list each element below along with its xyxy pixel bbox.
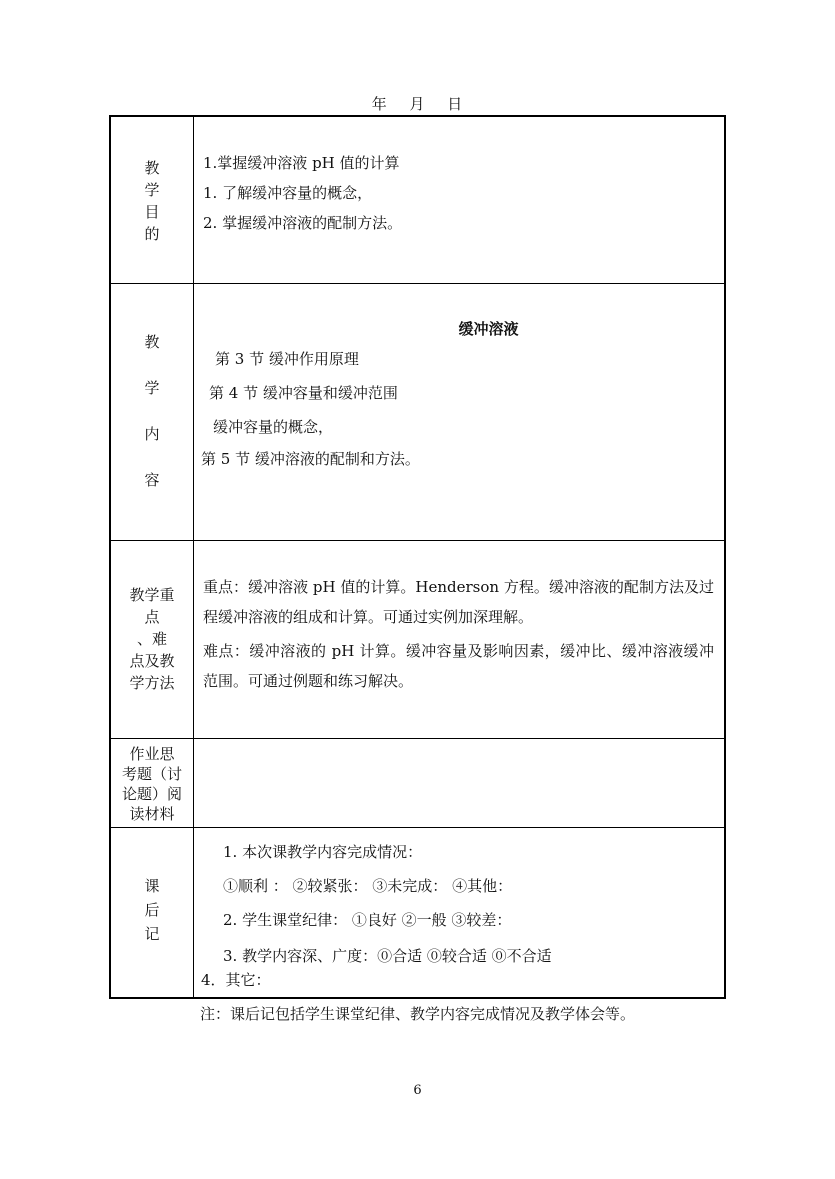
postscript-label: 课 后 记: [144, 877, 160, 943]
focus-content: [203, 572, 714, 696]
difficulties-text: 难点：缓冲溶液的 pH 计算。缓冲容量及影响因素，缓冲比、缓冲溶液缓冲范围。可通过例题和练习解决。: [203, 642, 714, 690]
content-label: 教 学 内 容: [144, 333, 160, 489]
postscript-line: 4．其它：: [201, 971, 271, 989]
postscript-content: [193, 827, 724, 997]
lesson-plan-table: [109, 115, 726, 999]
content-line: 第 5 节 缓冲溶液的配制和方法。: [201, 450, 420, 468]
objectives-content: [203, 149, 714, 237]
objective-item: 1. 了解缓冲容量的概念，: [203, 184, 373, 202]
row-divider: [111, 540, 724, 541]
postscript-line: 3. 教学内容深、广度：⓪合适 ⓪较合适 ⓪不合适: [223, 947, 552, 965]
objectives-label: 教 学 目 的: [144, 159, 160, 243]
postscript-line: ①顺利 ： ②较紧张： ③未完成： ④其他：: [223, 877, 513, 895]
row-divider: [111, 738, 724, 739]
objective-item: 1.掌握缓冲溶液 pH 值的计算: [203, 154, 400, 172]
postscript-line: 1. 本次课教学内容完成情况：: [223, 843, 423, 861]
section-title: 缓冲溶液: [458, 320, 519, 338]
objective-item: 2. 掌握缓冲溶液的配制方法。: [203, 214, 403, 232]
footer-note: 注：课后记包括学生课堂纪律、教学内容完成情况及教学体会等。: [199, 1005, 635, 1023]
content-line: 缓冲容量的概念，: [213, 418, 334, 436]
day-label: 日: [447, 95, 464, 113]
content-line: 第 3 节 缓冲作用原理: [215, 350, 359, 368]
homework-label: 作业思 考题（讨 论题）阅 读材料: [121, 745, 182, 823]
focus-label: 教学重 点 、难 点及教 学方法: [129, 586, 175, 692]
date-line: [0, 93, 835, 114]
postscript-line: 2. 学生课堂纪律： ①良好 ②一般 ③较差：: [223, 911, 512, 929]
content-body: [193, 283, 724, 540]
year-label: 年: [371, 95, 388, 113]
key-points-text: 重点：缓冲溶液 pH 值的计算。Henderson 方程。缓冲溶液的配制方法及过程缓冲溶液的组成和计算。可通过实例加深理解。: [203, 578, 714, 626]
content-line: 第 4 节 缓冲容量和缓冲范围: [209, 384, 398, 402]
month-label: 月: [409, 95, 426, 113]
page-number: 6: [413, 1083, 422, 1098]
